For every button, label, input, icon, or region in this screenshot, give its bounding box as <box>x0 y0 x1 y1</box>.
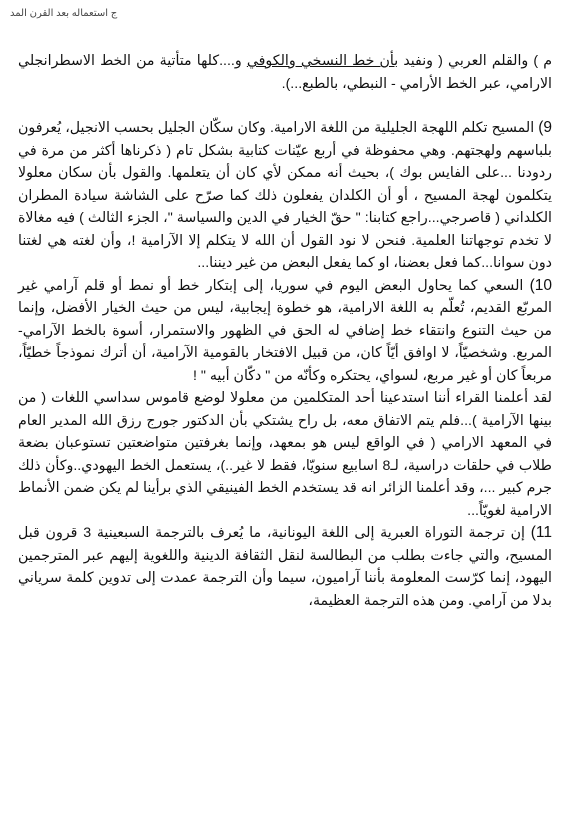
section-11-paragraph <box>18 522 552 612</box>
section-9-text: المسيح تكلم اللهجة الجليلية من اللغة الارامية. وكان سكّان الجليل بحسب الانجيل، يُعرفون بلباسهم ولهجتهم. وهي محفوظة في أربع عيّنات كتابية بشكل تام ( ذكرناها أكثر من مرة في ردودنا ...على الفايس بوك )، بحيث أنه ممكن لأي كان أن يتعلمها. والقول بأن سكان معلولا يتكلمون لهجة المسيح ، أو أن الكلدان يفعلون ذلك كما صرّح على الشاشة سيادة المطران الكلداني ( قاصرجي...راجع كتابنا: " حقّ الخيار في الدين والسياسة "، الجزء الثالث ) فيه مغالاة لا تخدم توجهاتنا العلمية. فنحن لا نود القول أن الله لا يتكلم إلا الآرامية !، وأن لغته هي لغتنا دون سوانا...كما فعل بعضنا، او كما يفعل البعض من غير ديننا... <box>18 120 552 271</box>
intro-text-start: م ) والقلم العربي ( ونفيد <box>398 53 553 69</box>
paragraph-spacer <box>18 95 552 117</box>
section-9-paragraph <box>18 117 552 275</box>
section-9-number: 9) <box>538 119 552 136</box>
intro-text-end: و....كلها متأتية من الخط الاسطرانجلي الارامي، عبر الخط الأرامي - النبطي، بالطبع...). <box>18 53 552 92</box>
document-body <box>18 50 552 612</box>
running-header: ج استعماله بعد القرن المد <box>10 8 118 19</box>
intro-paragraph <box>18 50 552 95</box>
section-10-text: السعي كما يحاول البعض اليوم في سوريا، إلى إبتكار خط أو نمط أو قلم آرامي غير المربّع القديم، تُعلّم به اللغة الارامية، هو خطوة إيجابية، ليس من حيث الخيار الأفضل، وإنما من حيث التنوع وانتقاء خط إضافي له الحق في الظهور والاستمرار، أسوة بالخط الآرامي- المربع. وشخصيّاً، لا اوافق أيّاً كان، من قبيل الافتخار بالقومية الآرامية، أن أترك نموذجاً خطيّاً، مربعاً كان أو غير مربع، لسواي، يحتكره وكأنّه من " دكّان أبيه " ! <box>18 277 552 384</box>
section-10-paragraph <box>18 275 552 388</box>
underlined-phrase: بأن خط النسخي والكوفي <box>246 53 399 69</box>
section-10-continuation-paragraph: لقد أعلمنا القراء أننا استدعينا أحد المتكلمين من معلولا لوضع قاموس سداسي اللغات ( من بينها الآرامية )...فلم يتم الاتفاق معه، بل راح يشتكي بأن الدكتور جورج رزق الله المدير العام في المعهد الارامي ( في الواقع ليس هو بمعهد، وإنما بغرفتين متواضعتين تستوعبان بضعة طلاب في حلقات دراسية، لـ8 اسابيع سنويّا، فقط لا غير..)، يستعمل الخط اليهودي..وكأن ذلك جرم كبير ...، وقد أعلمنا الزائر انه قد يستخدم الخط الفينيقي الذي برأينا لم يكن ضمن الأنماط الارامية لغويّاً... <box>18 390 552 519</box>
section-11-number: 11) <box>530 524 552 541</box>
section-11-text: إن ترجمة التوراة العبرية إلى اللغة اليونانية، ما يُعرف بالترجمة السبعينية 3 قرون قبل المسيح، والتي جاءت بطلب من البطالسة لنقل الثقافة الدينية واللغوية إليهم عبر المترجمين اليهود، إنما كرّست المعلومة بأننا آراميون، سيما وأن الترجمة عمدت إلى تدوين كلمة سرياني بدلا من آرامي. ومن هذه الترجمة العظيمة، <box>18 525 552 609</box>
section-10-number: 10) <box>529 276 552 294</box>
